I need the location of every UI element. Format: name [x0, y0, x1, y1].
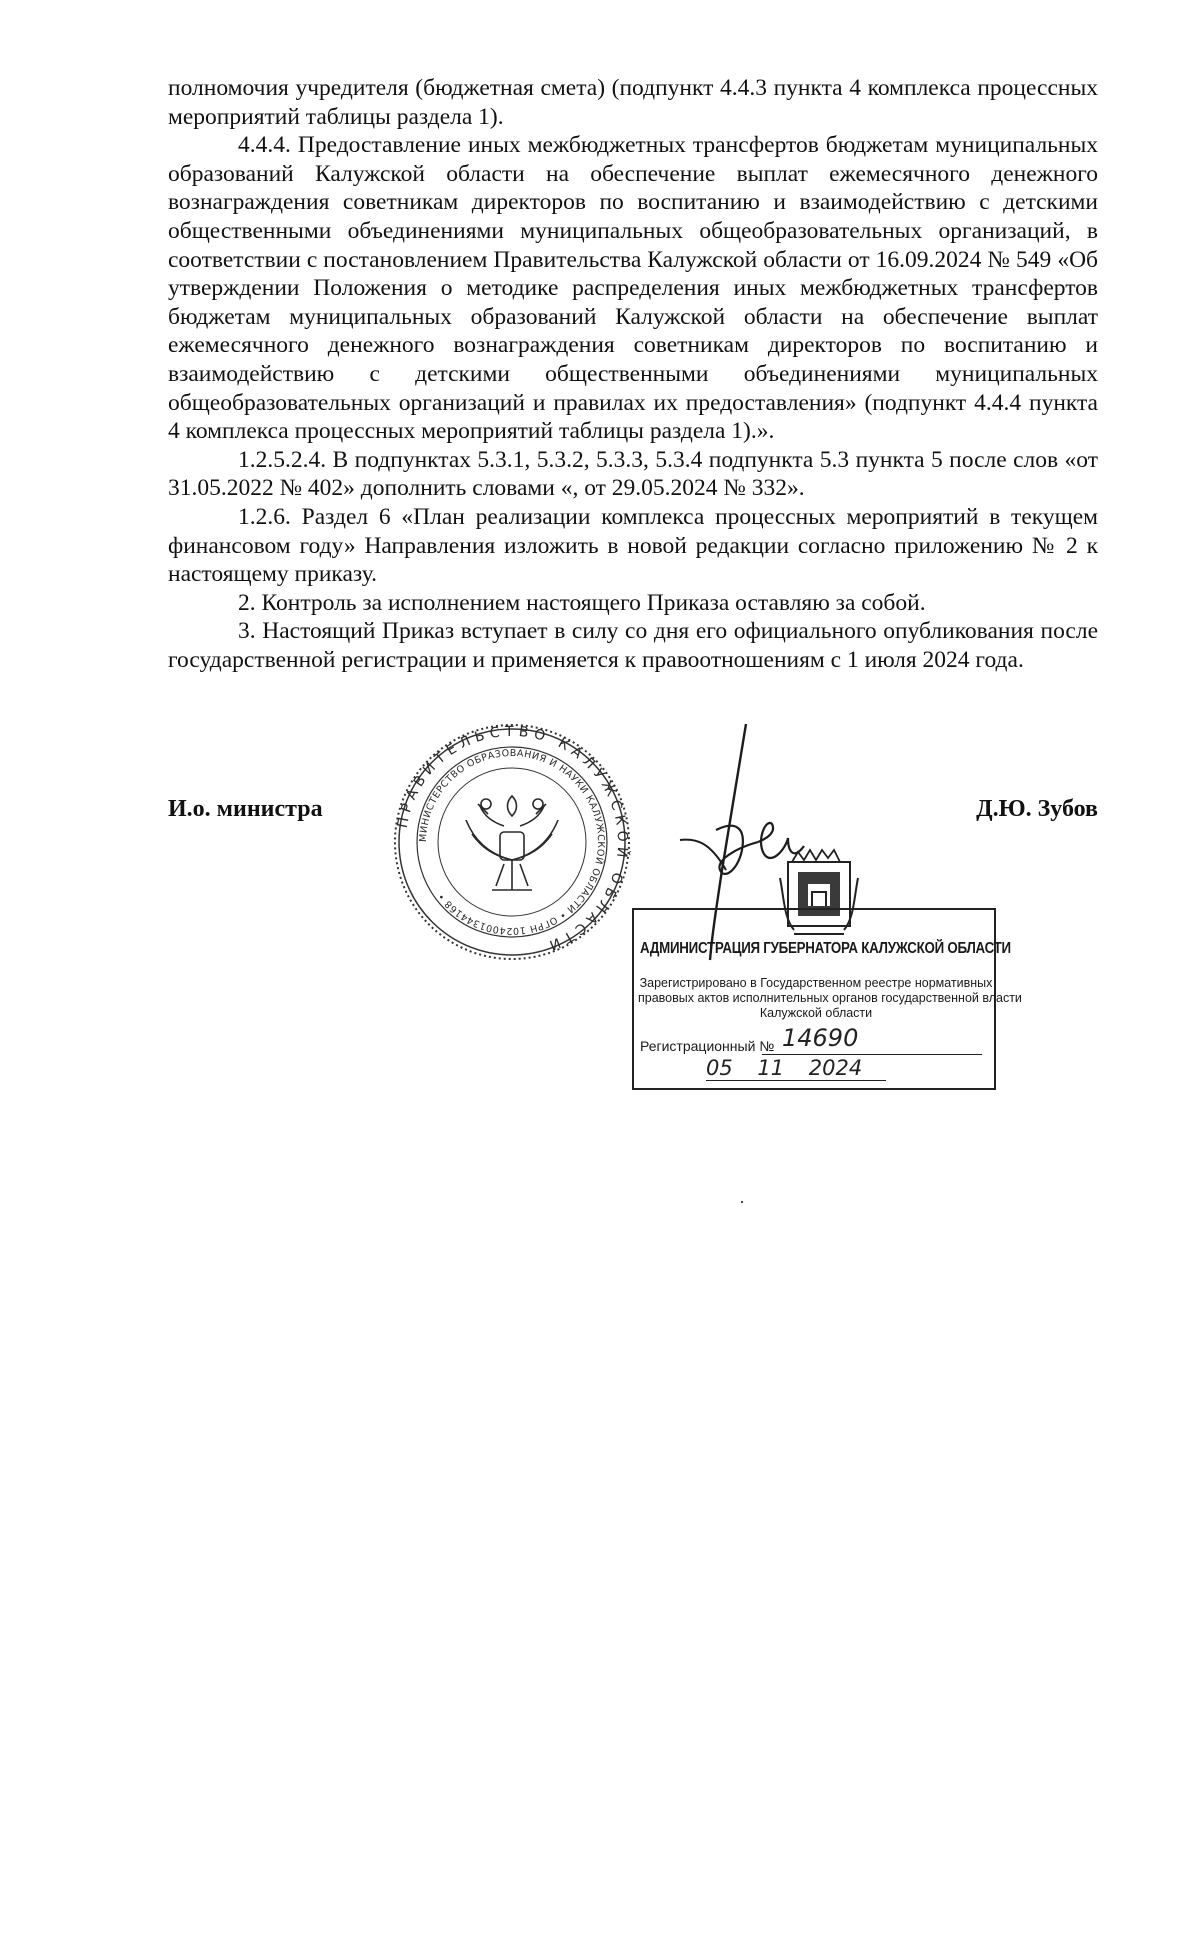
registration-number-value: 14690	[782, 1024, 859, 1052]
official-seal	[388, 724, 636, 960]
paragraph-3: 3. Настоящий Приказ вступает в силу со дня его официального опубликования после государственной регистрации и применяется к правоотношениям с 1 июля 2024 года.	[168, 618, 1098, 673]
paragraph-2: 2. Контроль за исполнением настоящего Приказа оставляю за собой.	[238, 589, 926, 616]
seal-outer-text: ПРАВИТЕЛЬСТВО КАЛУЖСКОЙ ОБЛАСТИ	[394, 724, 631, 955]
svg-text:МИНИСТЕРСТВО ОБРАЗОВАНИЯ И НАУ	[418, 748, 606, 936]
registration-stamp-text	[638, 976, 1022, 1021]
paragraph-4-4-4: 4.4.4. Предоставление иных межбюджетных трансфертов бюджетам муниципальных образований Калужской области на обеспечение выплат ежемесячного денежного вознаграждения советникам директоров по воспитанию и взаимодействию с детскими общественными объединениями муниципальных общеобразовательных организаций, в соответствии с постановлением Правительства Калужской области от 16.09.2024 № 549 «Об утверждении Положения о методике распределения иных межбюджетных трансфертов бюджетам муниципальных образований Калужской области на обеспечение выплат ежемесячного денежного вознаграждения советникам директоров по воспитанию и взаимодействию с детскими общественными объединениями муниципальных общеобразовательных организаций и правилах их предоставления» (подпункт 4.4.4 пункта 4 комплекса процессных мероприятий таблицы раздела 1).».	[168, 132, 1098, 445]
paragraph-1-2-6: 1.2.6. Раздел 6 «План реализации комплекса процессных мероприятий в текущем финансовом году» Направления изложить в новой редакции согласно приложению № 2 к настоящему приказу.	[168, 503, 1098, 588]
registration-line-1: Зарегистрировано в Государственном реестре нормативных	[639, 976, 993, 990]
registration-line-3: Калужской области	[759, 1006, 873, 1020]
registration-date-underline	[706, 1080, 886, 1081]
signatory-name: Д.Ю. Зубов	[976, 796, 1098, 822]
document-body	[168, 74, 1098, 674]
signatory-position: И.о. министра	[168, 796, 323, 822]
registration-number-label: Регистрационный №	[640, 1038, 775, 1054]
registration-line-2: правовых актов исполнительных органов государственной власти	[638, 991, 1022, 1005]
registration-date-value: 05 11 2024	[706, 1056, 863, 1080]
coat-of-arms-icon	[466, 796, 558, 890]
registration-number-underline	[762, 1054, 982, 1055]
paragraph-continuation: полномочия учредителя (бюджетная смета) (подпункт 4.4.3 пункта 4 комплекса процессных мероприятий таблицы раздела 1).	[168, 75, 1098, 130]
paragraph-1-2-5-2-4: 1.2.5.2.4. В подпунктах 5.3.1, 5.3.2, 5.3.3, 5.3.4 подпункта 5.3 пункта 5 после слов «от 31.05.2022 № 402» дополнить словами «, от 29.05.2024 № 332».	[168, 446, 1098, 502]
registration-stamp-title: АДМИНИСТРАЦИЯ ГУБЕРНАТОРА КАЛУЖСКОЙ ОБЛАСТИ	[640, 940, 1011, 957]
seal-inner-text: МИНИСТЕРСТВО ОБРАЗОВАНИЯ И НАУКИ КАЛУЖСКОЙ ОБЛАСТИ • ОГРН 1024001344168 •	[417, 747, 607, 937]
registration-stamp	[632, 908, 1022, 1090]
scan-speck	[741, 1201, 743, 1203]
